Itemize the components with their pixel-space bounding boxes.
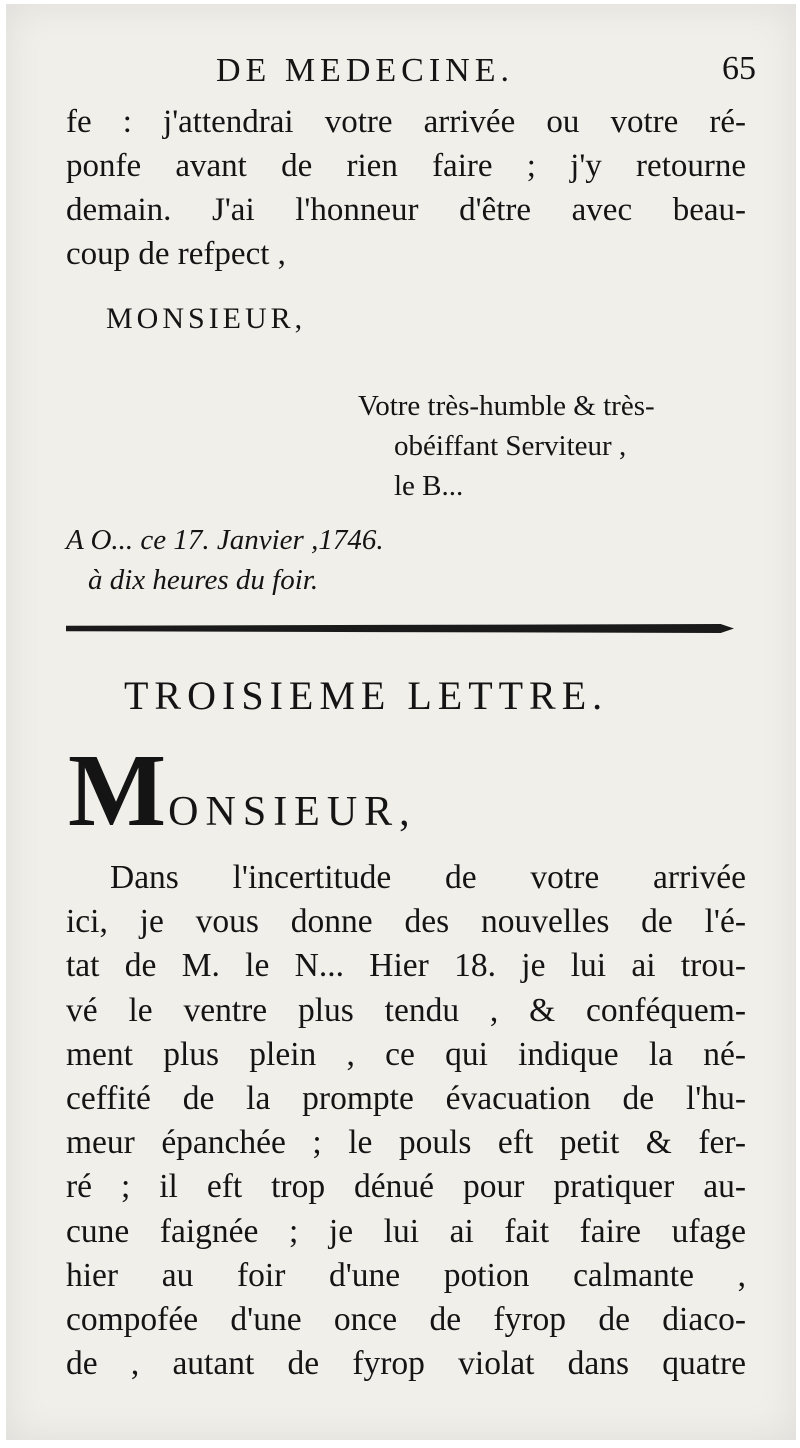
text-line: Dans l'incertitude de votre arrivée [110, 859, 746, 896]
letter-opening-salutation [68, 733, 417, 848]
signature-line: Votre très-humble & très- [358, 390, 655, 422]
text-line: de , autant de fyrop violat dans quatre [66, 1345, 746, 1383]
signature-name: le B... [394, 470, 464, 502]
text-line: ment plus plein , ce qui indique la né- [66, 1035, 746, 1073]
book-page [6, 4, 796, 1440]
text-line: compofée d'une once de fyrop de diaco- [66, 1301, 746, 1339]
signature-block [358, 386, 655, 506]
letter-title: TROISIEME LETTRE. [124, 673, 609, 718]
text-line: ponfe avant de rien faire ; j'y retourne [66, 148, 746, 184]
dateline-time: à dix heures du foir. [88, 564, 319, 596]
continued-paragraph [66, 100, 746, 276]
letter-body [66, 856, 746, 1386]
page-number: 65 [722, 50, 756, 87]
section-divider-rule [66, 624, 734, 633]
salutation-rest: ONSIEUR, [168, 789, 417, 835]
dateline-date: A O... ce 17. Janvier ,1746. [66, 524, 384, 556]
closing-salutation: MONSIEUR, [106, 302, 307, 335]
text-line: meur épanchée ; le pouls eft petit & fer- [66, 1124, 746, 1162]
text-line: tat de M. le N... Hier 18. je lui ai trou- [66, 947, 746, 985]
text-line: vé le ventre plus tendu , & conféquem- [66, 991, 746, 1029]
text-line: coup de refpect , [66, 236, 286, 272]
text-line: fe : j'attendrai votre arrivée ou votre ré- [66, 104, 746, 140]
dateline [66, 520, 384, 600]
page-header [216, 52, 756, 96]
text-line: cune faignée ; je lui ai fait faire ufage [66, 1212, 746, 1250]
text-line: hier au foir d'une potion calmante , [66, 1256, 746, 1294]
running-title: DE MEDECINE. [216, 52, 514, 89]
text-line: ré ; il eft trop dénué pour pratiquer au- [66, 1168, 746, 1206]
text-line: ici, je vous donne des nouvelles de l'é- [66, 903, 746, 941]
signature-line: obéiffant Serviteur , [394, 430, 627, 462]
drop-cap-initial: M [68, 733, 169, 848]
text-line: ceffité de la prompte évacuation de l'hu- [66, 1080, 746, 1118]
text-line: demain. J'ai l'honneur d'être avec beau- [66, 192, 746, 228]
